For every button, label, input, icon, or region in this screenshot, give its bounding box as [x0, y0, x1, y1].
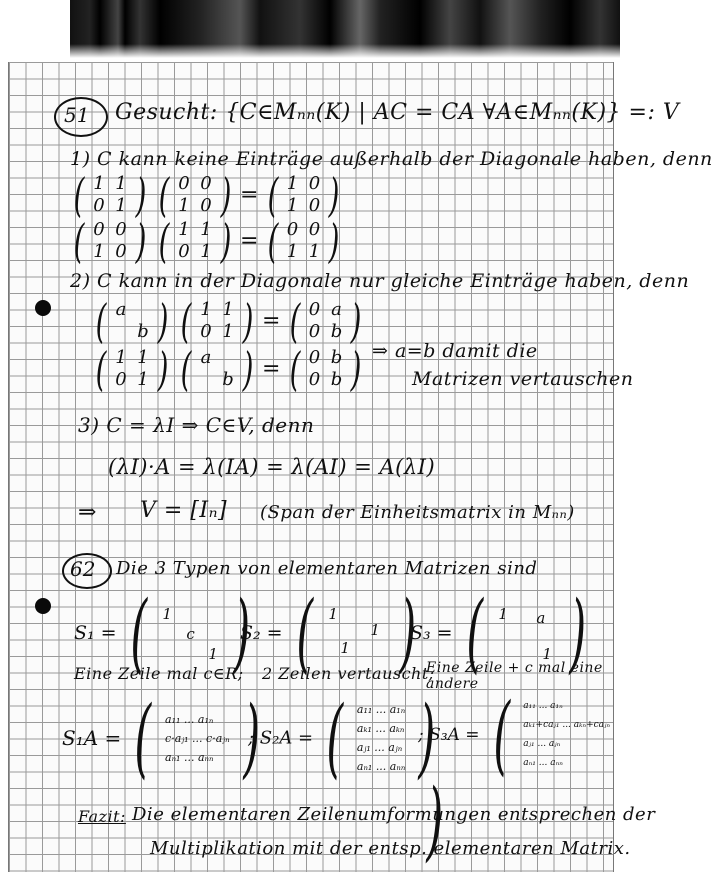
punch-hole-top [35, 300, 51, 316]
punch-hole-bottom [35, 598, 51, 614]
point2-text: 2) C kann in der Diagonale nur gleiche Einträge haben, denn [70, 270, 690, 292]
scan-edge [0, 0, 620, 58]
point3-implies: ⇒ [78, 500, 97, 525]
point2-equation-1: ( a b ) ( 1 1 0 1 ) = ( 0 a 0 b ) [95, 294, 362, 348]
section-62-number: 62 [70, 557, 96, 581]
point3-conclusion-note: (Span der Einheitsmatrix in Mₙₙ) [260, 502, 575, 523]
fazit-line2: Multiplikation mit der entsp. elementaren Matrix. [150, 838, 631, 859]
fazit-label: Fazit: [78, 807, 126, 826]
desc-s2: 2 Zeilen vertauscht; [262, 664, 435, 683]
point2-note-line2: Matrizen vertauschen [412, 368, 634, 390]
point2-equation-2: ( 1 1 0 1 ) ( a b ) = ( 0 b 0 b ) [95, 342, 362, 396]
s1-matrix: S₁ = ( 1 c 1 ) [74, 583, 251, 683]
point3-conclusion: V = [Iₙ] [140, 498, 228, 523]
s3a-product: ; S₃A = ( a₁₁ ... a₁ₙ aₖ₁+caⱼ₁ ... aₖₙ+caⱼₙ aⱼ₁ ... aⱼₙ aₙ₁ ... aₙₙ ) [418, 685, 611, 871]
point1-equation-2: ( 0 0 1 0 ) ( 1 1 0 1 ) = ( 0 0 1 1 ) [73, 214, 340, 268]
point3-text: 3) C = λI ⇒ C∈V, denn [78, 413, 315, 437]
point1-equation-1: ( 1 1 0 1 ) ( 0 0 1 0 ) = ( 1 0 1 0 ) [73, 168, 340, 222]
s3-matrix: S₃ = ( 1 a 1 ) [410, 583, 587, 683]
fazit-line1: Die elementaren Zeilenumformungen entsprechen der [132, 804, 656, 825]
s2a-product: ; S₂A = ( a₁₁ ... a₁ₙ aₖ₁ ... aₖₙ aⱼ₁ ... aⱼₙ aₙ₁ ... aₙₙ ) [248, 688, 436, 788]
point3-equation: (λI)·A = λ(IA) = λ(AI) = A(λI) [108, 455, 436, 479]
section-62-title: Die 3 Typen von elementaren Matrizen sind [116, 558, 538, 579]
section-51-number: 51 [64, 103, 90, 127]
point1-text: 1) C kann keine Einträge außerhalb der Diagonale haben, denn [70, 148, 713, 170]
desc-s1: Eine Zeile mal c∈R; [74, 664, 244, 683]
s2-matrix: S₂ = ( 1 1 1 ) [240, 583, 417, 683]
s1a-product: S₁A = ( a₁₁ ... a₁ₙ c·aⱼ₁ ... c·aⱼₙ aₙ₁ ... aₙₙ ) [62, 688, 260, 788]
section-51-given: Gesucht: {C∈Mₙₙ(K) | AC = CA ∀A∈Mₙₙ(K)} =: V [115, 100, 680, 125]
point2-note-line1: ⇒ a=b damit die [372, 340, 538, 362]
desc-s3: Eine Zeile + c mal eine andere [426, 660, 603, 692]
